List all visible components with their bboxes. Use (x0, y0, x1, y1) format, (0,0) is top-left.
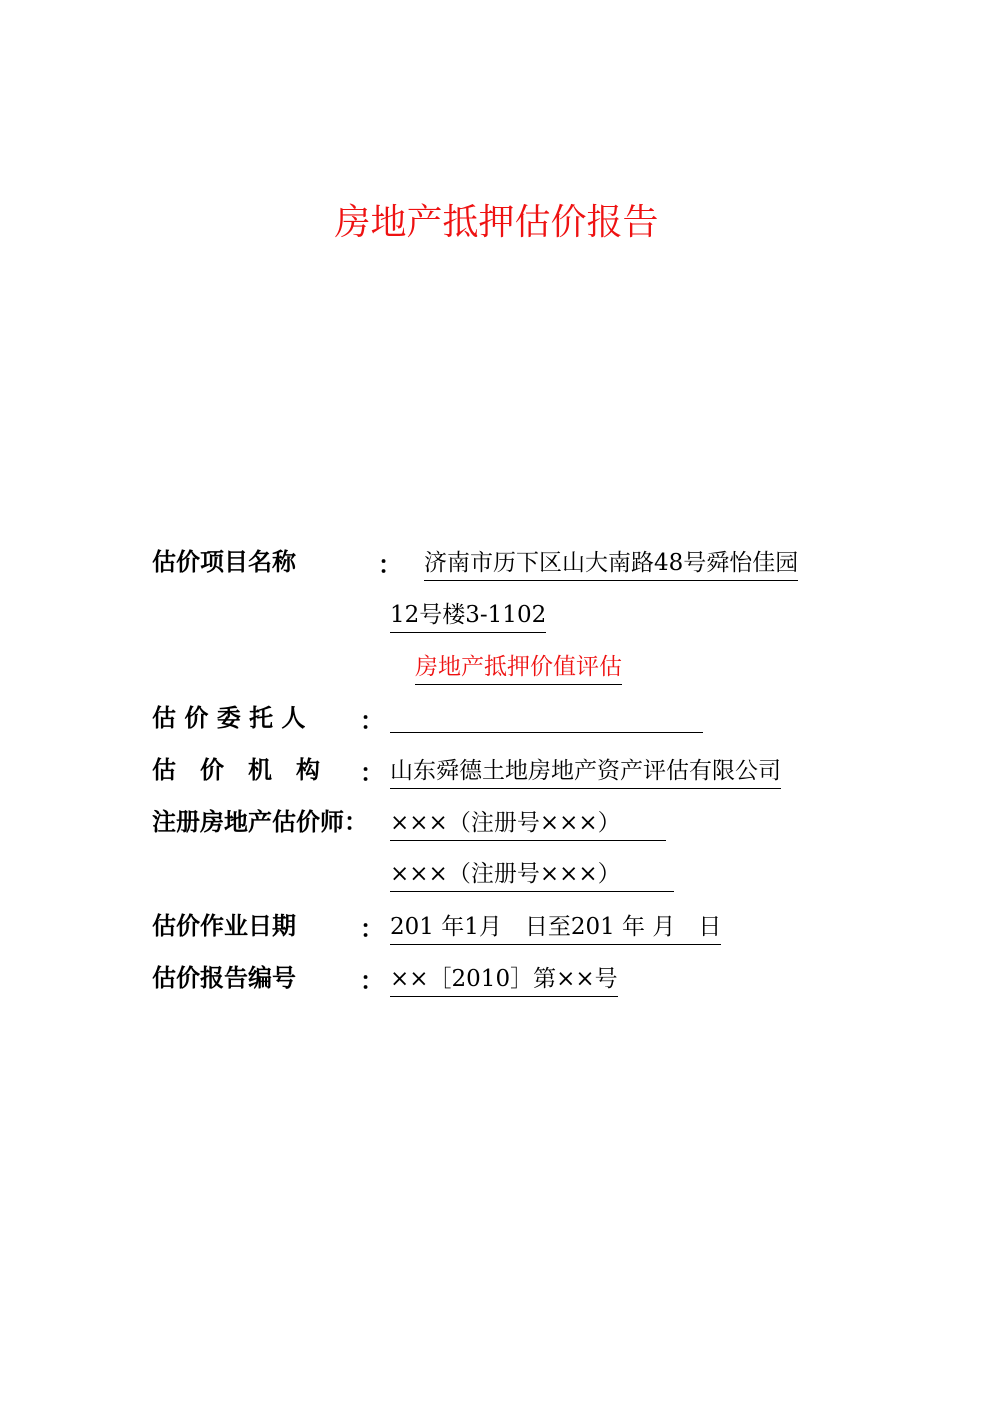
work-date-value: 201 年1月 日至201 年 月 日 (390, 911, 721, 945)
appraiser-2: ×××（注册号×××） (390, 858, 674, 892)
agency-colon: ： (360, 759, 384, 787)
project-name-value-line2: 12号楼3-1102 (390, 599, 546, 633)
project-name-colon: ： (378, 551, 402, 579)
project-name-label: 估价项目名称 (152, 548, 296, 576)
report-no-colon: ： (360, 967, 384, 995)
project-name-value-line1: 济南市历下区山大南路48号舜怡佳园 (424, 547, 798, 581)
client-label: 估 价 委 托 人 (152, 704, 306, 732)
report-no-value: ××［2010］第××号 (390, 963, 618, 997)
agency-label: 估 价 机 构 (152, 756, 320, 784)
report-title: 房地产抵押估价报告 (334, 202, 659, 243)
work-date-colon: ： (360, 915, 384, 943)
appraiser-1: ×××（注册号×××） (390, 807, 666, 841)
appraisers-label: 注册房地产估价师： (152, 808, 368, 836)
report-no-label: 估价报告编号 (152, 964, 296, 992)
agency-value: 山东舜德土地房地产资产评估有限公司 (390, 755, 781, 789)
client-value (390, 732, 703, 733)
work-date-label: 估价作业日期 (152, 912, 296, 940)
client-colon: ： (360, 707, 384, 735)
valuation-purpose: 房地产抵押价值评估 (415, 651, 622, 685)
